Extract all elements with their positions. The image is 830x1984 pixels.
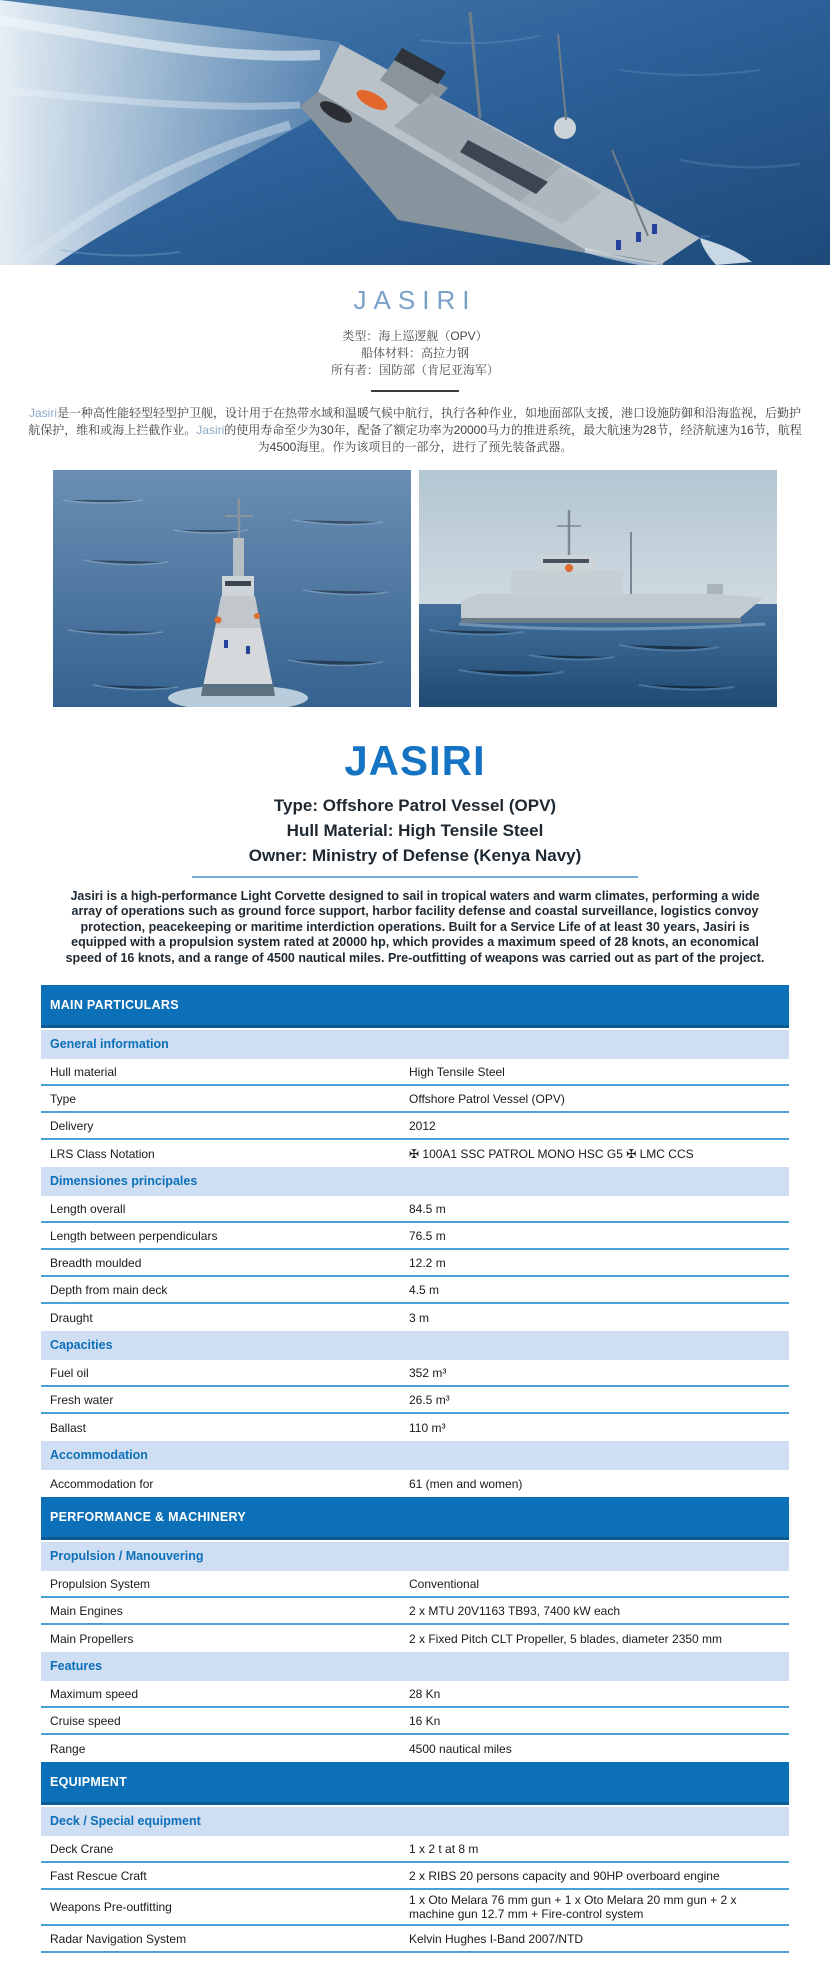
table-row bbox=[41, 1625, 789, 1652]
cn-description-segment: Jasiri bbox=[28, 406, 57, 420]
row-label: Draught bbox=[50, 1310, 93, 1325]
row-label: Fresh water bbox=[50, 1392, 114, 1407]
en-subtitle-lines bbox=[0, 793, 830, 868]
row-value: High Tensile Steel bbox=[409, 1064, 505, 1079]
section-header: MAIN PARTICULARS bbox=[41, 985, 789, 1028]
page-title: JASIRI bbox=[353, 285, 477, 315]
row-value: 84.5 m bbox=[409, 1201, 446, 1216]
hero-ship-image bbox=[0, 0, 830, 265]
table-row bbox=[41, 1470, 789, 1497]
row-value: 3 m bbox=[409, 1310, 430, 1325]
row-label: Accommodation for bbox=[50, 1476, 154, 1491]
row-label: Main Engines bbox=[50, 1603, 123, 1618]
table-row bbox=[41, 1890, 789, 1926]
row-label: Radar Navigation System bbox=[50, 1931, 187, 1946]
table-row bbox=[41, 1196, 789, 1223]
cn-description-segment: 是一种高性能轻型轻型护卫舰，设计用于在热带水域和温暖气候中航行，执行各种作业，如地面部队支援，港口设施防御和沿海监视，后勤护航保护，维和或海上拦截作业。 bbox=[28, 406, 802, 437]
ship-attribute-line: 所有者：国防部（肯尼亚海军） bbox=[330, 363, 499, 377]
table-row bbox=[41, 1926, 789, 1953]
row-value: ✠ 100A1 SSC PATROL MONO HSC G5 ✠ LMC CCS bbox=[409, 1146, 694, 1161]
table-row bbox=[41, 1414, 789, 1441]
row-label: Type bbox=[50, 1091, 77, 1106]
en-block bbox=[0, 737, 830, 966]
table-row bbox=[41, 1250, 789, 1277]
row-value: Conventional bbox=[409, 1576, 480, 1591]
ship-name-title: JASIRI bbox=[344, 737, 486, 784]
row-label: Ballast bbox=[50, 1420, 87, 1435]
row-label: Length overall bbox=[50, 1201, 126, 1216]
row-label: Range bbox=[50, 1741, 86, 1756]
row-value: 76.5 m bbox=[409, 1228, 446, 1243]
table-row bbox=[41, 1598, 789, 1625]
table-row bbox=[41, 1681, 789, 1708]
photo-gallery bbox=[0, 470, 830, 707]
table-row bbox=[41, 1571, 789, 1598]
subsection-header: Dimensiones principales bbox=[41, 1167, 789, 1196]
row-label: Length between perpendiculars bbox=[50, 1228, 218, 1243]
table-row bbox=[41, 1140, 789, 1167]
spec-table bbox=[41, 985, 789, 1953]
table-row bbox=[41, 1223, 789, 1250]
cn-description-segment: 的使用寿命至少为30年，配备了额定功率为20000马力的推进系统，最大航速为28节，经济航速为16节，航程为4500海里。作为该项目的一部分，进行了预先装备武器。 bbox=[224, 423, 802, 454]
hero-photo bbox=[0, 0, 830, 265]
row-label: Maximum speed bbox=[50, 1686, 139, 1701]
cn-info-lines bbox=[0, 328, 830, 379]
row-label: Cruise speed bbox=[50, 1713, 121, 1728]
row-value: 2012 bbox=[409, 1118, 436, 1133]
en-description: Jasiri is a high-performance Light Corvette designed to sail in tropical waters and warm climates, performing a wide array of operations such as ground force support, harbor facility defense and coastal surveillance, logistics convoy protection, peacekeeping or maritime interdiction operations. Built for a Service Life of at least 30 years, Jasiri is equipped with a propulsion system rated at 20000 hp, which provides a maximum speed of 28 knots, an economical speed of 16 knots, and a range of 4500 nautical miles. Pre-outfitting of weapons was carried out as part of the project. bbox=[65, 889, 765, 965]
subsection-header: Accommodation bbox=[41, 1441, 789, 1470]
table-row bbox=[41, 1708, 789, 1735]
table-row bbox=[41, 1387, 789, 1414]
subsection-header: Features bbox=[41, 1652, 789, 1681]
row-value: 2 x RIBS 20 persons capacity and 90HP overboard engine bbox=[409, 1868, 720, 1883]
row-label: Hull material bbox=[50, 1064, 117, 1079]
row-label: LRS Class Notation bbox=[50, 1146, 155, 1161]
row-value: Offshore Patrol Vessel (OPV) bbox=[409, 1091, 565, 1106]
row-label: Weapons Pre-outfitting bbox=[50, 1900, 172, 1915]
row-value: 28 Kn bbox=[409, 1686, 441, 1701]
row-label: Propulsion System bbox=[50, 1576, 151, 1591]
row-label: Fuel oil bbox=[50, 1365, 89, 1380]
stern-view-image bbox=[53, 470, 411, 707]
table-row bbox=[41, 1836, 789, 1863]
table-row bbox=[41, 1360, 789, 1387]
ship-attribute-line-en: Type: Offshore Patrol Vessel (OPV) bbox=[273, 796, 557, 815]
ship-attribute-line: 类型：海上巡逻舰（OPV） bbox=[342, 329, 488, 343]
row-value: 61 (men and women) bbox=[409, 1476, 523, 1491]
dark-divider bbox=[371, 390, 459, 392]
row-value: 4.5 m bbox=[409, 1282, 440, 1297]
row-value: 1 x Oto Melara 76 mm gun + 1 x Oto Melara 20 mm gun + 2 x machine gun 12.7 mm + Fire-control system bbox=[409, 1893, 737, 1922]
row-value: 2 x MTU 20V1163 TB93, 7400 kW each bbox=[409, 1603, 621, 1618]
row-label: Delivery bbox=[50, 1118, 94, 1133]
table-row bbox=[41, 1304, 789, 1331]
row-value: 4500 nautical miles bbox=[409, 1741, 512, 1756]
table-row bbox=[41, 1059, 789, 1086]
row-value: 26.5 m³ bbox=[409, 1392, 450, 1407]
photo-stern-view bbox=[53, 470, 411, 707]
row-value: 16 Kn bbox=[409, 1713, 441, 1728]
row-label: Breadth moulded bbox=[50, 1255, 142, 1270]
row-label: Deck Crane bbox=[50, 1841, 114, 1856]
subsection-header: Deck / Special equipment bbox=[41, 1807, 789, 1836]
subsection-header: General information bbox=[41, 1030, 789, 1059]
row-value: Kelvin Hughes I-Band 2007/NTD bbox=[409, 1931, 584, 1946]
section-header: PERFORMANCE & MACHINERY bbox=[41, 1497, 789, 1540]
cn-description bbox=[26, 405, 804, 456]
row-value: 1 x 2 t at 8 m bbox=[409, 1841, 479, 1856]
subsection-header: Capacities bbox=[41, 1331, 789, 1360]
table-row bbox=[41, 1086, 789, 1113]
row-value: 110 m³ bbox=[409, 1420, 446, 1435]
subsection-header: Propulsion / Manouvering bbox=[41, 1542, 789, 1571]
ship-attribute-line-en: Hull Material: High Tensile Steel bbox=[286, 821, 544, 840]
row-label: Depth from main deck bbox=[50, 1282, 168, 1297]
row-label: Main Propellers bbox=[50, 1631, 134, 1646]
photo-side-view bbox=[419, 470, 777, 707]
side-view-image bbox=[419, 470, 777, 707]
row-label: Fast Rescue Craft bbox=[50, 1868, 147, 1883]
section-header: EQUIPMENT bbox=[41, 1762, 789, 1805]
row-value: 352 m³ bbox=[409, 1365, 447, 1380]
table-row bbox=[41, 1113, 789, 1140]
table-row bbox=[41, 1863, 789, 1890]
cn-block bbox=[0, 285, 830, 456]
row-value: 12.2 m bbox=[409, 1255, 446, 1270]
ship-attribute-line: 船体材料：高拉力钢 bbox=[360, 346, 469, 360]
ship-attribute-line-en: Owner: Ministry of Defense (Kenya Navy) bbox=[248, 846, 582, 865]
blue-divider bbox=[192, 876, 638, 878]
table-row bbox=[41, 1735, 789, 1762]
cn-description-segment: Jasiri bbox=[196, 423, 225, 437]
table-row bbox=[41, 1277, 789, 1304]
row-value: 2 x Fixed Pitch CLT Propeller, 5 blades, diameter 2350 mm bbox=[409, 1631, 723, 1646]
